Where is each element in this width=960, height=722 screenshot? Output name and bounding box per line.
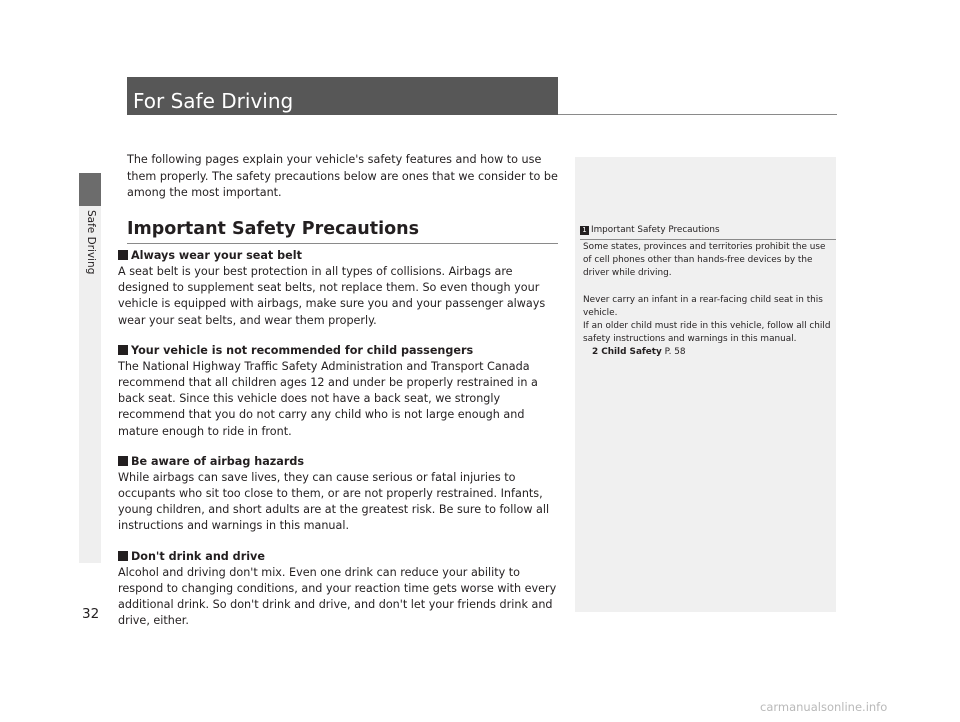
cross-reference-link[interactable]: 2 Child Safety P. 58 — [592, 347, 686, 358]
note-header: 1 Important Safety Precautions — [580, 223, 836, 240]
precaution-title: Always wear your seat belt — [118, 248, 563, 264]
note-paragraph: Never carry an infant in a rear-facing child seat in this vehicle. — [583, 294, 823, 318]
note-paragraph: Some states, provinces and territories prohibit the use of cell phones other than hands-free devices by the driver while driving. — [583, 242, 826, 279]
precaution-item — [118, 454, 563, 535]
precaution-body: While airbags can save lives, they can cause serious or fatal injuries to occupants who sit too close to them, or are not properly restrained. Infants, young children, and short adults are at the greatest risk. Be sure to follow all instructions and warnings in this manual. — [118, 470, 550, 533]
note-paragraph: If an older child must ride in this vehicle, follow all child safety instructions and warnings in this manual. — [583, 321, 831, 345]
note-body — [583, 241, 831, 360]
precaution-item — [118, 343, 563, 440]
note-number-icon: 1 — [580, 226, 589, 235]
precaution-title: Don't drink and drive — [118, 549, 563, 565]
precaution-item — [118, 248, 563, 329]
precautions-list — [118, 248, 563, 643]
side-tab-marker — [79, 173, 101, 206]
precaution-body: The National Highway Traffic Safety Administration and Transport Canada recommend that all children ages 12 and under be properly restrained in a back seat. Since this vehicle does not have a back seat, we strongly recommend that you do not carry any child who is not large enough and mature enough to ride in front. — [118, 359, 538, 438]
reference-arrow-icon: 2 — [592, 347, 599, 358]
square-bullet-icon — [118, 456, 128, 466]
watermark: carmanualsonline.info — [760, 700, 888, 714]
page-title: For Safe Driving — [127, 77, 558, 115]
precaution-title: Be aware of airbag hazards — [118, 454, 563, 470]
square-bullet-icon — [118, 345, 128, 355]
precaution-item — [118, 549, 563, 630]
section-heading: Important Safety Precautions — [127, 219, 420, 239]
title-divider — [558, 114, 837, 115]
square-bullet-icon — [118, 250, 128, 260]
section-divider — [127, 243, 558, 244]
square-bullet-icon — [118, 551, 128, 561]
side-tab-label: Safe Driving — [85, 210, 97, 275]
page-number: 32 — [82, 606, 100, 622]
precaution-body: A seat belt is your best protection in all types of collisions. Airbags are designed to supplement seat belts, not replace them. So even though your vehicle is equipped with airbags, make sure you and your passenger always wear your seat belts, and wear them properly. — [118, 265, 546, 327]
precaution-title: Your vehicle is not recommended for child passengers — [118, 343, 563, 359]
intro-paragraph: The following pages explain your vehicle's safety features and how to use them properly. The safety precautions below are ones that we consider to be among the most important. — [127, 153, 558, 199]
precaution-body: Alcohol and driving don't mix. Even one drink can reduce your ability to respond to changing conditions, and your reaction time gets worse with every additional drink. So don't drink and drive, and don't let your friends drink and drive, either. — [118, 565, 557, 628]
